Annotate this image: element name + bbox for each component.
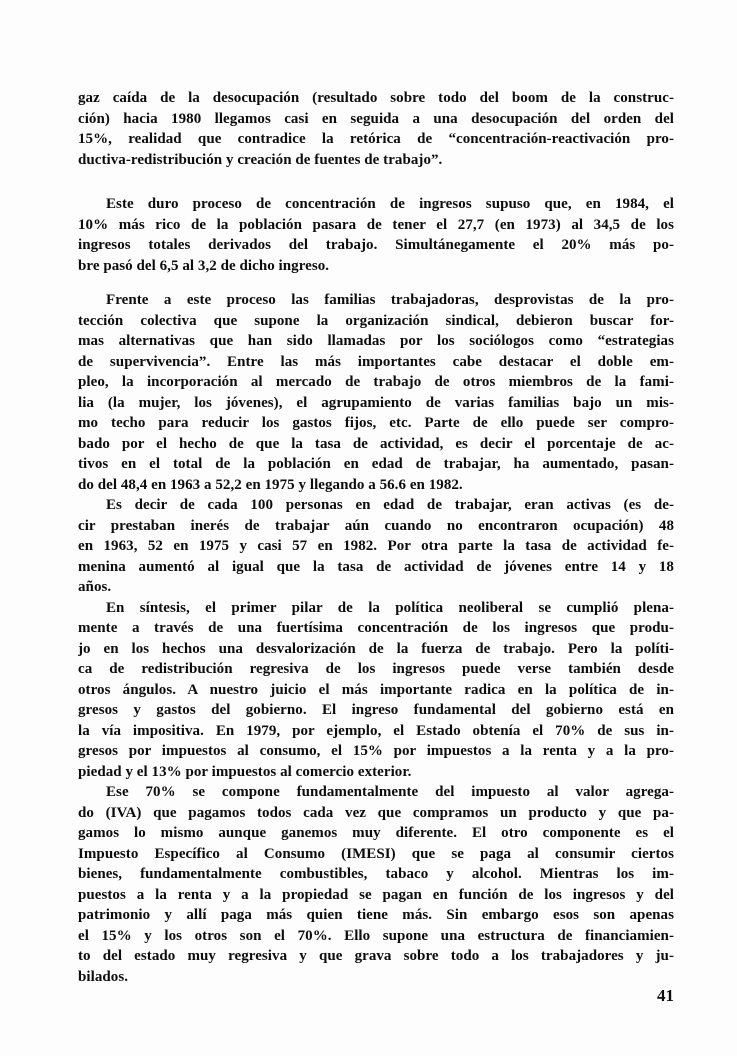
text-line: to del estado muy regresiva y que grava sobre todo a los trabajadores y ju- [78,948,674,964]
text-line: bilados. [78,968,129,985]
text-line: ductiva-redistribución y creación de fuentes de trabajo”. [78,151,443,168]
text-line: puestos a la renta y a la propiedad se pagan en función de los ingresos y del [78,886,674,903]
text-line: Impuesto Específico al Consumo (IMESI) que se paga al consumir ciertos [78,845,674,862]
text-line: gaz caída de la desocupación (resultado sobre todo del boom de la construc- [78,90,674,106]
text-line: gresos y gastos del gobierno. El ingreso fundamental del gobierno está en [78,702,674,718]
text-line: ción) hacia 1980 llegamos casi en seguida a una desocupación del orden del [78,110,674,127]
text-line: tección colectiva que supone la organización sindical, debieron buscar for- [78,312,674,329]
text-line: Este duro proceso de concentración de ingresos supuso que, en 1984, el [106,196,674,212]
text-line: 10% más rico de la población pasara de tener el 27,7 (en 1973) al 34,5 de los [78,216,674,233]
text-line: patrimonio y allí paga más quien tiene más. Sin embargo esos son apenas [78,907,674,923]
text-line: Ese 70% se compone fundamentalmente del impuesto al valor agrega- [106,784,674,800]
text-line: bre pasó del 6,5 al 3,2 de dicho ingreso. [78,257,330,274]
text-line: mas alternativas que han sido llamadas por los sociólogos como “estrategias [78,333,674,349]
paragraph [78,194,674,276]
text-line: gresos por impuestos al consumo, el 15% por impuestos a la renta y a la pro- [78,743,674,759]
text-line: bado por el hecho de que la tasa de actividad, es decir el porcentaje de ac- [78,435,674,452]
text-line: lia (la mujer, los jóvenes), el agrupamiento de varias familias bajo un mis- [78,394,674,411]
paragraph [78,290,674,495]
paragraph [78,782,674,987]
paragraph [78,598,674,783]
paragraph [78,495,674,598]
text-line: menina aumentó al igual que la tasa de actividad de jóvenes entre 14 y 18 [78,558,674,575]
text-line: pleo, la incorporación al mercado de trabajo de otros miembros de la fami- [78,374,674,390]
text-line: tivos en el total de la población en edad de trabajar, ha aumentado, pasan- [78,456,674,472]
text-line: mente a través de una fuertísima concentración de los ingresos que produ- [78,620,674,636]
paragraph [78,88,674,170]
text-line: 15%, realidad que contradice la retórica de “concentración-reactivación pro- [78,131,674,147]
text-line: cir prestaban inerés de trabajar aún cuando no encontraron ocupación) 48 [78,517,674,534]
text-line: jo en los hechos una desvalorización de la fuerza de trabajo. Pero la políti- [78,640,674,657]
text-line: do del 48,4 en 1963 a 52,2 en 1975 y llegando a 56.6 en 1982. [78,476,463,493]
text-line: bienes, fundamentalmente combustibles, tabaco y alcohol. Mientras los im- [78,866,674,882]
text-block [78,88,674,987]
text-line: años. [78,579,112,595]
page-number: 41 [657,986,674,1005]
text-line: el 15% y los otros son el 70%. Ello supone una estructura de financiamien- [78,927,674,944]
text-line: do (IVA) que pagamos todos cada vez que compramos un producto y que pa- [78,804,674,821]
text-line: ingresos totales derivados del trabajo. Simultánegamente el 20% más po- [78,237,674,253]
text-line: ca de redistribución regresiva de los ingresos puede verse también desde [78,661,674,677]
text-line: en 1963, 52 en 1975 y casi 57 en 1982. Por otra parte la tasa de actividad fe- [78,538,674,554]
text-line: En síntesis, el primer pilar de la política neoliberal se cumplió plena- [106,599,674,616]
text-line: la vía impositiva. En 1979, por ejemplo, el Estado obtenía el 70% de sus in- [78,722,674,739]
text-line: piedad y el 13% por impuestos al comercio exterior. [78,763,412,780]
text-line: Es decir de cada 100 personas en edad de trabajar, eran activas (es de- [106,497,674,513]
text-line: Frente a este proceso las familias trabajadoras, desprovistas de la pro- [106,292,674,308]
text-line: de supervivencia”. Entre las más importantes cabe destacar el doble em- [78,353,674,370]
text-line: gamos lo mismo aunque ganemos muy diferente. El otro componente es el [78,825,674,841]
text-line: mo techo para reducir los gastos fijos, etc. Parte de ello puede ser compro- [78,415,674,431]
text-line: otros ángulos. A nuestro juicio el más importante radica en la política de in- [78,681,674,698]
